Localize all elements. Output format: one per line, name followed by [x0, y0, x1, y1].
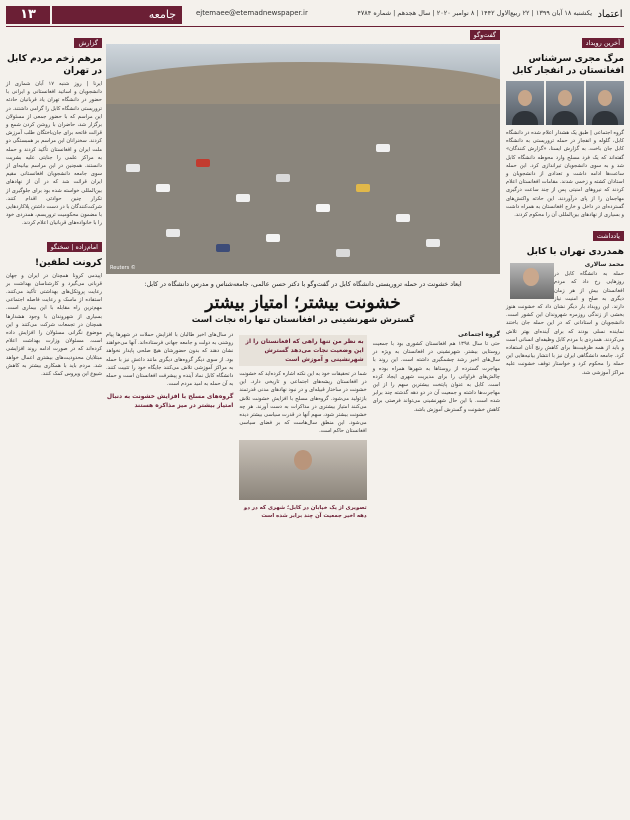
- section-email[interactable]: ejtemaee@etemadnewspaper.ir: [196, 9, 308, 17]
- photo-credit: © Reuters: [110, 265, 136, 271]
- car: [236, 194, 250, 202]
- article-headline: کرونت لطفین!: [35, 257, 102, 268]
- interviewee-photo: [239, 440, 366, 500]
- article-body: گروه اجتماعی | طبق یک هشدار اعلام شده در دانشگاه کابل، گلوله و انفجار در حمله تروریستی به دانشگاه کابل جان باخت. به گزارش ایسنا، «گزارش کنندگان» گفته‌اند که یک فرد مسلح وارد محوطه دانشگاه کابل شد و به سوی دانشجویان تیراندازی کرد. این حمله ساعت‌ها ادامه داشت و تعدادی از دانشجویان و استادان کشته و زخمی شدند. مقامات افغانستان اعلام کردند که نیروهای امنیتی پس از چند ساعت درگیری مهاجمان را از پای درآوردند. این حادثه واکنش‌های گسترده‌ای در داخل و خارج افغانستان به همراه داشت و بسیاری از نهادهای بین‌المللی آن را محکوم کردند.: [506, 130, 624, 219]
- article-body: حمله به دانشگاه کابل در روزهایی رخ داد که مردم افغانستان بیش از هر زمان دیگری به صلح و امنیت نیاز دارند. این رویداد بار دیگر نشان داد که خشونت هنوز بخشی از زندگی روزمره شهروندان این کشور است. دانشجویان و استادانی که در این حمله جان باختند نماینده نسلی بودند که برای آینده‌ای بهتر تلاش می‌کردند. همدردی با مردم کابل وظیفه‌ای انسانی است و باید از همه ظرفیت‌ها برای کاهش رنج آنان استفاده کرد. جامعه دانشگاهی ایران نیز با انتشار بیانیه‌هایی این حمله را محکوم کرد و خواستار توقف خشونت علیه مراکز آموزشی شد.: [506, 271, 624, 376]
- car: [336, 249, 350, 257]
- section-tag: امام‌زاده | سخنگو: [47, 242, 102, 252]
- photo-caption: تصویری از یک خیابان در کابل؛ شهری که در دو دهه اخیر جمعیت آن چند برابر شده است: [243, 504, 367, 519]
- car: [426, 239, 440, 247]
- newspaper-logo: اعتماد: [597, 9, 623, 20]
- dateline: یکشنبه ۱۸ آبان ۱۳۹۹ | ۲۲ ربیع‌الاول ۱۴۴۲ | ۸ نوامبر ۲۰۲۰ | سال هجدهم | شماره ۴۷۸۴: [357, 9, 592, 17]
- story-text: در سال‌های اخیر طالبان با افزایش حملات در شهرها پیام روشنی به دولت و جامعه جهانی فرستاده‌اند. آنها می‌خواهند نشان دهند که بدون حضورشان هیچ صلحی پایدار نخواهد بود. از سوی دیگر گروه‌های دیگری مانند داعش نیز با حمله به مراکز آموزشی تلاش می‌کنند جایگاه خود را تثبیت کنند. دانشگاه کابل نماد آینده و پیشرفت افغانستان است و حمله به آن حمله به امید مردم است.: [106, 332, 234, 388]
- article-headline: مرهم زخم مردم کابل در تهران: [6, 54, 102, 76]
- portrait-photo: [506, 81, 544, 125]
- car: [356, 184, 370, 192]
- pull-quote: به نظر من تنها راهی که افغانستان را از این وضعیت نجات می‌دهد گسترش شهرنشینی و آموزش است: [239, 335, 366, 366]
- car: [166, 229, 180, 237]
- article-body: ایرنا | روز شنبه ۱۷ آبان شماری از دانشجویان و اساتید افغانستانی و ایرانی با حضور در دانشگاه تهران یاد قربانیان حادثه تروریستی دانشگاه کابل را گرامی داشتند. در این مراسم که با حضور جمعی از مسئولان برگزار شد، حاضران با روشن کردن شمع و قرائت فاتحه برای جان‌باختگان طلب آمرزش کردند. سخنرانان این مراسم بر همبستگی دو ملت ایران و افغانستان تأکید کردند و حمله به مراکز علمی را جنایتی علیه بشریت دانستند. همچنین در این مراسم بیانیه‌ای از سوی جامعه دانشجویان افغانستانی مقیم ایران قرائت شد که در آن از نهادهای بین‌المللی خواسته شده بود برای جلوگیری از تکرار چنین حوادثی اقدام کنند. شرکت‌کنندگان با در دست داشتن پلاکاردهایی با مضمون محکومیت تروریسم، همدردی خود را با خانواده‌های قربانیان اعلام کردند.: [6, 81, 102, 227]
- section-tag: آخرین رویداد: [582, 38, 624, 48]
- page-header: [6, 6, 624, 24]
- story-text: شما در تحقیقات خود به این نکته اشاره کرده‌اید که خشونت در افغانستان ریشه‌های اجتماعی و تاریخی دارد. این خشونت در ساختار قبیله‌ای و در نبود نهادهای مدنی قدرتمند بازتولید می‌شود. گروه‌های مسلح با افزایش خشونت تلاش می‌کنند امتیاز بیشتری در مذاکرات به دست آورند. هر چه خشونت بیشتر شود، سهم آنها در قدرت سیاسی بیشتر دیده می‌شود. این منطق سال‌هاست که بر فضای سیاسی افغانستان حاکم است.: [239, 371, 367, 435]
- car: [276, 174, 290, 182]
- article-body: اپیدمی کرونا همچنان در ایران و جهان قربانی می‌گیرد و کارشناسان بهداشت بر رعایت پروتکل‌های بهداشتی تأکید می‌کنند. استفاده از ماسک و رعایت فاصله اجتماعی مهم‌ترین راه مقابله با این بیماری است. بسیاری از شهروندان با وجود هشدارها همچنان در تجمعات شرکت می‌کنند و این موضوع نگرانی مسئولان را افزایش داده است. مسئولان وزارت بهداشت اعلام کرده‌اند که در صورت ادامه روند افزایشی مبتلایان محدودیت‌های بیشتری اعمال خواهد شد. مردم باید با همکاری بیشتر به کاهش شیوع این ویروس کمک کنند.: [6, 272, 102, 378]
- story-columns: [106, 331, 500, 522]
- car: [216, 244, 230, 252]
- headline-deck: گسترش شهرنشینی در افغانستان تنها راه نجات است: [191, 315, 415, 325]
- story-column: [373, 331, 500, 522]
- article-headline: همدردی تهران با کابل: [526, 247, 624, 258]
- author-photo: [510, 263, 554, 299]
- story-column: [239, 331, 366, 522]
- story-text: حتی تا سال ۱۳۹۸ هم افغانستان کشوری بود با جمعیت روستایی بیشتر. شهرنشینی در افغانستان به ویژه در سال‌های اخیر رشد چشمگیری داشته است. این روند با مهاجرت گسترده از روستاها به شهرها همراه بوده و چالش‌های فراوانی را برای مدیریت شهری ایجاد کرده است. کابل به عنوان پایتخت بیشترین سهم را از این مهاجرت‌ها داشته و جمعیت آن در دو دهه گذشته چند برابر شده است. با این حال شهرنشینی می‌تواند فرصتی برای کاهش خشونت و گسترش آموزش باشد.: [372, 341, 501, 413]
- section-tag: گفت‌وگو: [470, 30, 500, 40]
- left-column: [6, 30, 102, 812]
- section-tag: یادداشت: [593, 231, 624, 241]
- car: [376, 144, 390, 152]
- header-rule: [6, 26, 624, 27]
- main-headline: خشونت بیشتر؛ امتیاز بیشتر: [205, 293, 401, 313]
- section-title: جامعه: [52, 6, 182, 24]
- car: [316, 204, 330, 212]
- lead-photo: [106, 44, 500, 274]
- page-number: ۱۳: [6, 6, 50, 24]
- car: [266, 234, 280, 242]
- car: [196, 159, 210, 167]
- right-column: [506, 30, 624, 812]
- story-column: [106, 331, 233, 522]
- section-tag: گزارش: [74, 38, 102, 48]
- interview-subhead: ابعاد خشونت در حمله تروریستی دانشگاه کابل در گفت‌وگو با دکتر حسن عالمی، جامعه‌شناس و مدرس دانشگاه در کابل:: [144, 280, 462, 288]
- car: [156, 184, 170, 192]
- car: [396, 214, 410, 222]
- author-byline: گروه اجتماعی: [458, 331, 500, 338]
- pull-quote: گروه‌های مسلح با افزایش خشونت به دنبال امتیاز بیشتر در میز مذاکره هستند: [106, 393, 234, 410]
- author-byline: محمد سالاری: [584, 261, 624, 269]
- car: [126, 164, 140, 172]
- article-headline: مرگ مجری سرشناس افغانستان در انفجار کابل: [512, 54, 624, 76]
- portrait-strip: [506, 81, 624, 125]
- main-story: [106, 30, 500, 812]
- portrait-photo: [546, 81, 584, 125]
- portrait-photo: [586, 81, 624, 125]
